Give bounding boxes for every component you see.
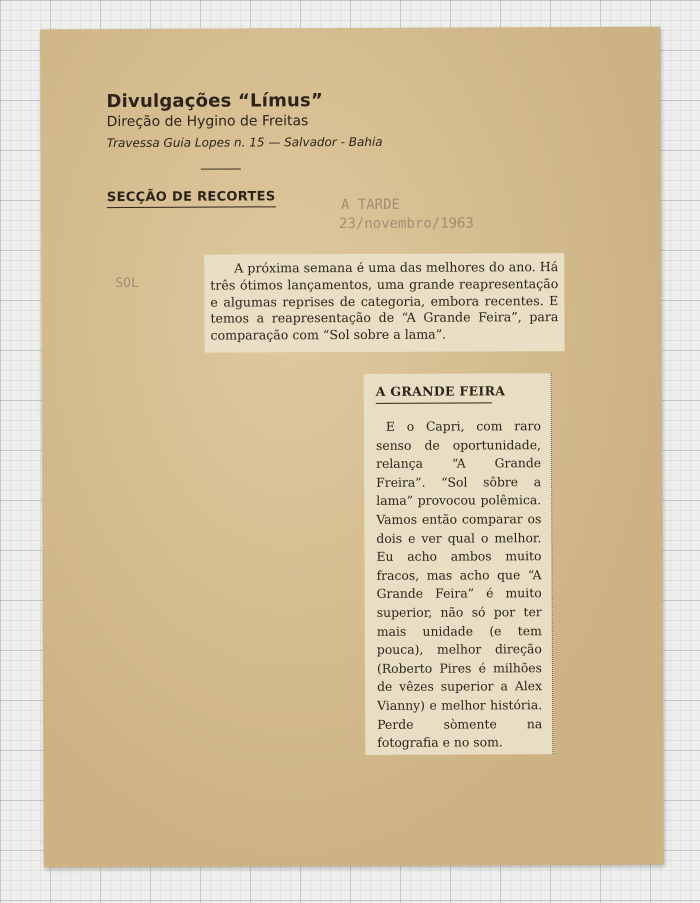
letterhead-subtitle: Direção de Hygino de Freitas (106, 113, 309, 131)
letterhead-divider (201, 168, 241, 169)
stamp-newspaper: A TARDE (340, 196, 400, 214)
stamp-date: 23/novembro/1963 (338, 215, 474, 233)
clipping-article (364, 373, 554, 755)
letterhead-address: Travessa Guia Lopes n. 15 — Salvador - Bahia (106, 134, 383, 151)
letterhead-title: Divulgações “Límus” (106, 90, 324, 113)
clipping-article-text: E o Capri, com raro senso de oportunidade, relança “A Grande Freira”. “Sol sôbre a lama” provocou polêmica. Vamos então comparar os dois e ver qual o melhor. Eu acho ambos muito fracos, mas acho que “A Grande Feira” é muito superior, não só por ter mais unidade (e tem pouca), melhor direção (Roberto Pires é milhões de vêzes superior a Alex Vianny) e melhor história. Perde sòmente na fotografia e no som. (375, 418, 543, 750)
document-sheet (40, 27, 664, 868)
letterhead (106, 90, 382, 150)
margin-note: SOL (115, 275, 139, 292)
section-title: SECÇÃO DE RECORTES (107, 189, 276, 208)
clipping-article-rule (376, 402, 492, 404)
clipping-article-title: A GRANDE FEIRA (375, 383, 506, 399)
clipping-short-text: A próxima semana é uma das melhores do ano. Há três ótimos lançamentos, uma grande reapresentação e algumas reprises de categoria, embora recentes. E temos a reapresentação de “A Grande Feira”, para comparação com “Sol sobre a lama”. (210, 259, 559, 343)
newspaper-stamp (338, 195, 474, 234)
clipping-short (204, 253, 564, 353)
